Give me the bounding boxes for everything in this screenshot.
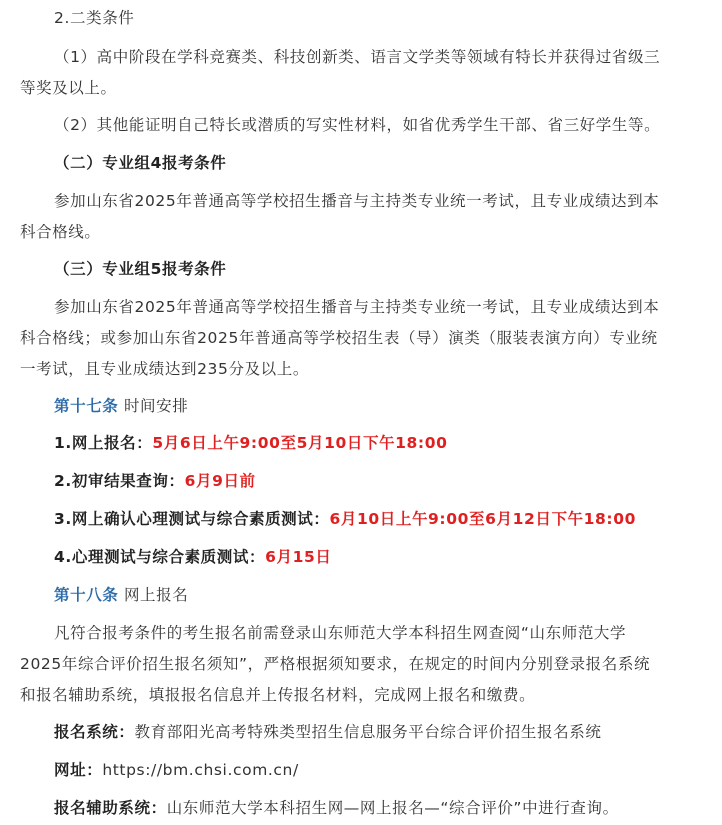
article-heading bbox=[0, 396, 722, 416]
subsection-heading: （三）专业组5报考条件 bbox=[54, 260, 227, 278]
paragraph-line: （2）其他能证明自己特长或潜质的写实性材料，如省优秀学生干部、省三好学生等。 bbox=[54, 116, 661, 134]
schedule-item bbox=[0, 433, 722, 453]
article-number: 第十八条 bbox=[54, 586, 119, 604]
paragraph-line: 科合格线；或参加山东省2025年普通高等学校招生表（导）演类（服装表演方向）专业统 bbox=[20, 329, 658, 347]
subsection-heading: （二）专业组4报考条件 bbox=[54, 154, 227, 172]
section-heading: 2.二类条件 bbox=[54, 9, 135, 27]
info-value: 山东师范大学本科招生网—网上报名—“综合评价”中进行查询。 bbox=[166, 799, 619, 817]
schedule-label: 3.网上确认心理测试与综合素质测试： bbox=[54, 510, 330, 528]
paragraph-line: 凡符合报考条件的考生报名前需登录山东师范大学本科招生网查阅“山东师范大学 bbox=[54, 624, 627, 642]
paragraph-line: 科合格线。 bbox=[20, 223, 101, 241]
schedule-date: 6月9日前 bbox=[184, 472, 256, 490]
article-title: 网上报名 bbox=[123, 586, 189, 604]
article-heading bbox=[0, 585, 722, 605]
article-number: 第十七条 bbox=[54, 397, 119, 415]
paragraph-line: 2025年综合评价招生报名须知”，严格根据须知要求，在规定的时间内分别登录报名系统 bbox=[20, 655, 651, 673]
schedule-date: 6月10日上午9:00至6月12日下午18:00 bbox=[329, 510, 636, 528]
paragraph-line: 和报名辅助系统，填报报名信息并上传报名材料，完成网上报名和缴费。 bbox=[20, 686, 536, 704]
info-label: 报名辅助系统： bbox=[54, 799, 167, 817]
info-value: 教育部阳光高考特殊类型招生信息服务平台综合评价招生报名系统 bbox=[134, 723, 602, 741]
schedule-date: 5月6日上午9:00至5月10日下午18:00 bbox=[152, 434, 448, 452]
paragraph-line: （1）高中阶段在学科竞赛类、科技创新类、语言文学类等领域有特长并获得过省级三 bbox=[54, 48, 661, 66]
website-link[interactable]: https://bm.chsi.com.cn/ bbox=[102, 761, 299, 779]
info-row bbox=[0, 798, 722, 818]
schedule-item bbox=[0, 547, 722, 567]
paragraph-line: 一考试，且专业成绩达到235分及以上。 bbox=[20, 360, 309, 378]
schedule-label: 1.网上报名： bbox=[54, 434, 153, 452]
paragraph-line: 参加山东省2025年普通高等学校招生播音与主持类专业统一考试，且专业成绩达到本 bbox=[54, 192, 660, 210]
article-title: 时间安排 bbox=[123, 397, 189, 415]
paragraph-line: 参加山东省2025年普通高等学校招生播音与主持类专业统一考试，且专业成绩达到本 bbox=[54, 298, 660, 316]
paragraph-line: 等奖及以上。 bbox=[20, 79, 117, 97]
schedule-date: 6月15日 bbox=[265, 548, 332, 566]
schedule-item bbox=[0, 471, 722, 491]
schedule-label: 2.初审结果查询： bbox=[54, 472, 185, 490]
info-row bbox=[0, 760, 722, 780]
info-row bbox=[0, 722, 722, 742]
info-label: 网址： bbox=[54, 761, 103, 779]
schedule-item bbox=[0, 509, 722, 529]
schedule-label: 4.心理测试与综合素质测试： bbox=[54, 548, 266, 566]
info-label: 报名系统： bbox=[54, 723, 135, 741]
